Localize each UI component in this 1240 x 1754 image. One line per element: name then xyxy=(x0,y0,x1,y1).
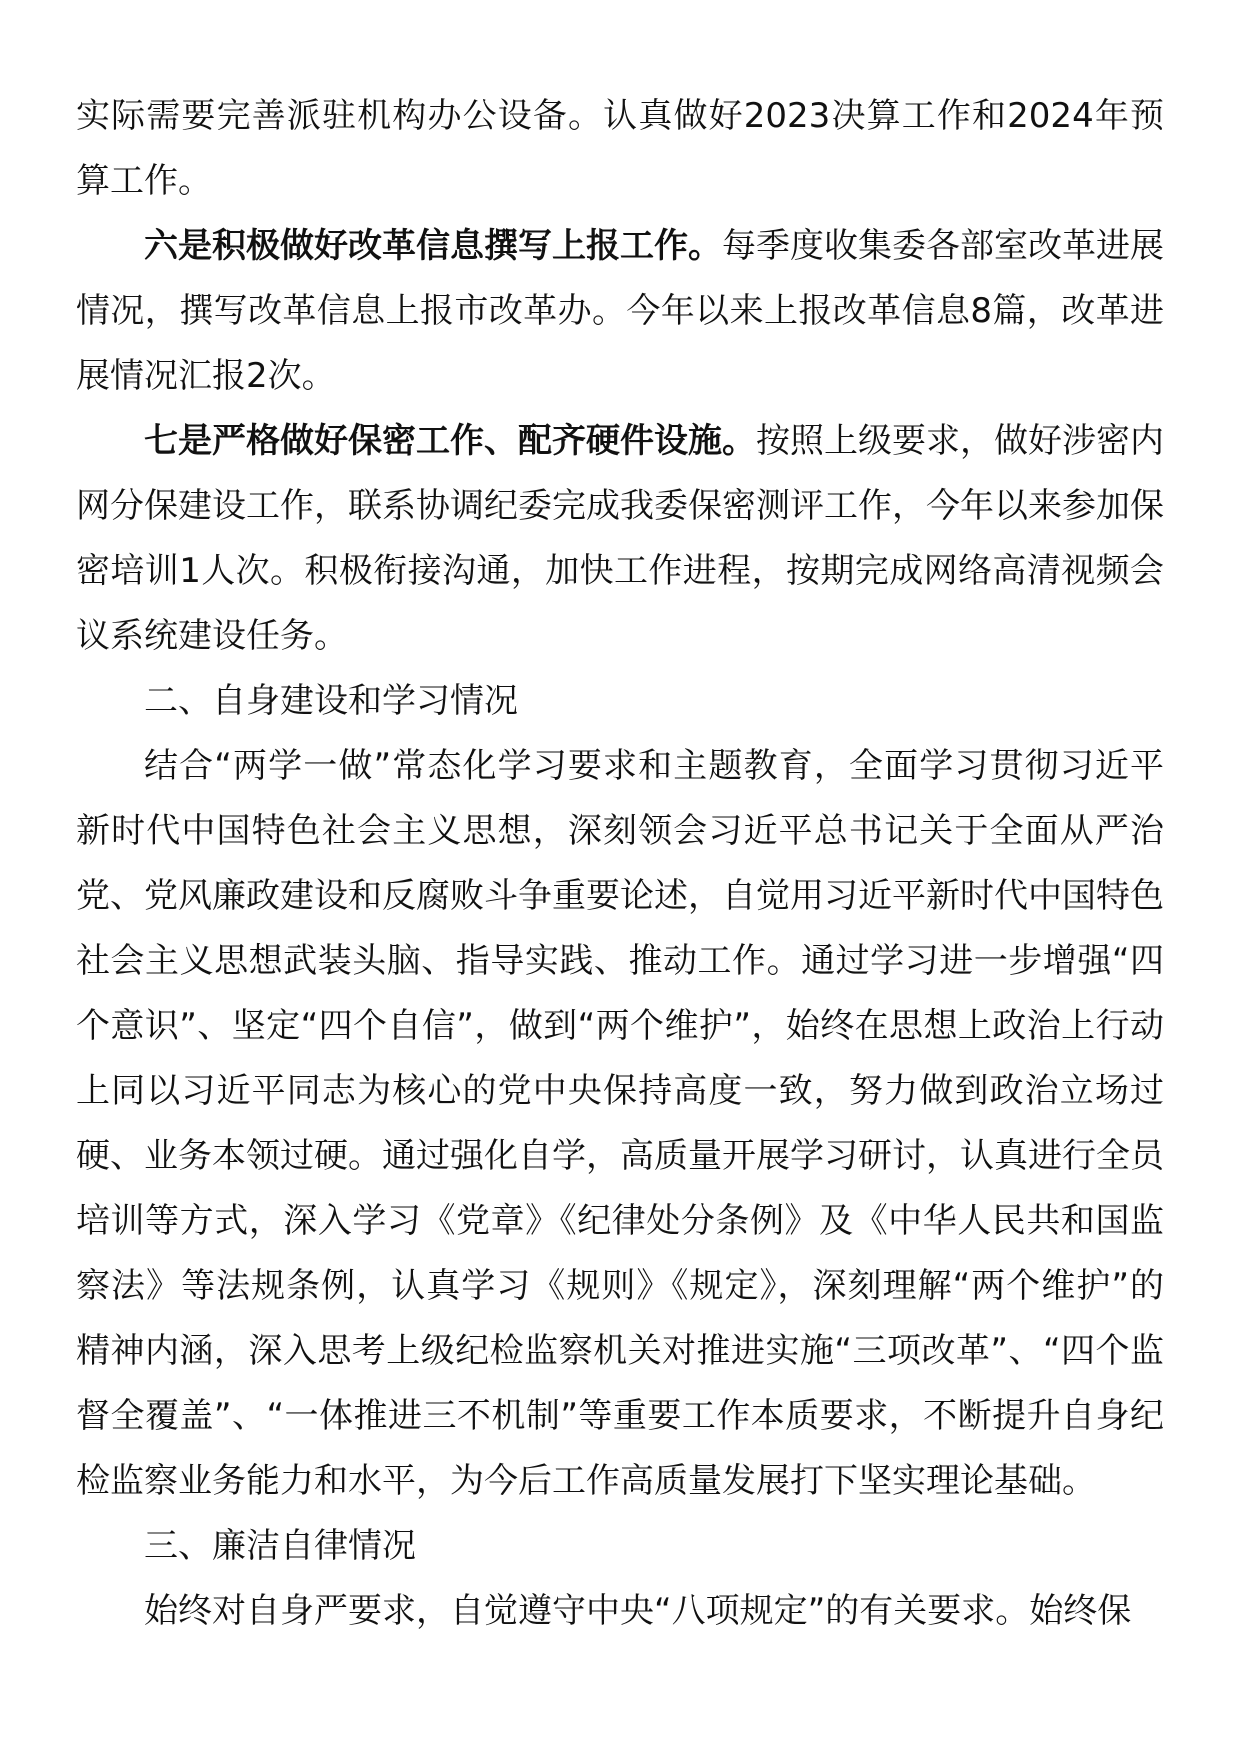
paragraph-body-confidentiality: 按照上级要求，做好涉密内网分保建设工作，联系协调纪委完成我委保密测评工作，今年以来参加保密培训1人次。积极衔接沟通，加快工作进程，按期完成网络高清视频会议系统建设任务。 xyxy=(76,421,1164,656)
paragraph-lead-confidentiality: 七是严格做好保密工作、配齐硬件设施。 xyxy=(144,421,756,461)
paragraph-body-reform-info: 每季度收集委各部室改革进展情况，撰写改革信息上报市改革办。今年以来上报改革信息8篇，改革进展情况汇报2次。 xyxy=(76,226,1164,396)
paragraph-reform-info xyxy=(76,214,1164,409)
section-heading-integrity: 三、廉洁自律情况 xyxy=(144,1526,416,1566)
document-page xyxy=(76,84,1164,1644)
section-heading-self-building: 二、自身建设和学习情况 xyxy=(144,681,518,721)
paragraph-budget-continued: 实际需要完善派驻机构办公设备。认真做好2023决算工作和2024年预算工作。 xyxy=(76,96,1164,201)
paragraph-study: 结合“两学一做”常态化学习要求和主题教育，全面学习贯彻习近平新时代中国特色社会主义思想，深刻领会习近平总书记关于全面从严治党、党风廉政建设和反腐败斗争重要论述，自觉用习近平新时代中国特色社会主义思想武装头脑、指导实践、推动工作。通过学习进一步增强“四个意识”、坚定“四个自信”，做到“两个维护”，始终在思想上政治上行动上同以习近平同志为核心的党中央保持高度一致，努力做到政治立场过硬、业务本领过硬。通过强化自学，高质量开展学习研讨，认真进行全员培训等方式，深入学习《党章》《纪律处分条例》及《中华人民共和国监察法》等法规条例，认真学习《规则》《规定》，深刻理解“两个维护”的精神内涵，深入思考上级纪检监察机关对推进实施“三项改革”、“四个监督全覆盖”、“一体推进三不机制”等重要工作本质要求，不断提升自身纪检监察业务能力和水平，为今后工作高质量发展打下坚实理论基础。 xyxy=(76,746,1164,1501)
paragraph-confidentiality xyxy=(76,409,1164,669)
paragraph-lead-reform-info: 六是积极做好改革信息撰写上报工作。 xyxy=(144,226,722,266)
paragraph-integrity: 始终对自身严要求，自觉遵守中央“八项规定”的有关要求。始终保 xyxy=(144,1591,1132,1631)
